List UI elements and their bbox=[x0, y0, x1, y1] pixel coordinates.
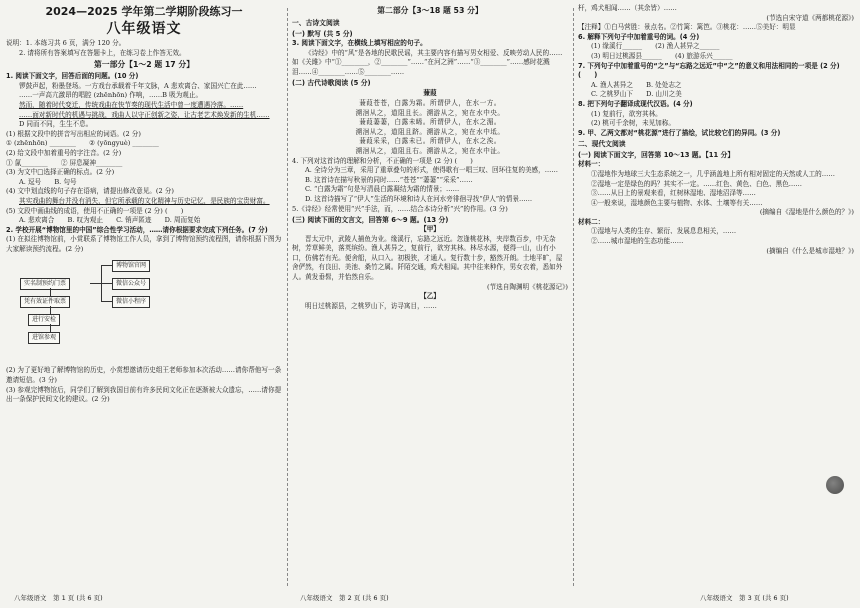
material-paragraph: ③……从日上的景观来看，红树林湿地、湿地沼泽等…… bbox=[591, 189, 756, 198]
classical-passage: 明日过桃源县，之桃罗山下，访寻寓目，…… bbox=[305, 301, 437, 310]
passage-paragraph: D 同而不同，生生不息。 bbox=[19, 120, 93, 129]
question-stem: 3. 阅读下面文字，在横线上填写相应的句子。 bbox=[292, 39, 427, 47]
flow-connector bbox=[101, 265, 112, 266]
flow-connector bbox=[50, 324, 51, 332]
page-footer-3: 八年级语文 第 3 页 (共 6 页) bbox=[700, 594, 789, 602]
part-heading: 第一部分【1～2 题 17 分】 bbox=[93, 60, 194, 70]
sub-question: (5) 文段中画曲线的成语，使用不正确的一项是 (2 分) ( ) bbox=[6, 206, 184, 215]
page-footer-2: 八年级语文 第 2 页 (共 6 页) bbox=[300, 594, 389, 602]
sub-question: (1) 在拟往博物馆前，小赏联系了博物馆工作人员，拿到了博物馆预约流程图，请你根据下图为大家解读预约流程。(2 分) bbox=[6, 235, 282, 253]
sub-question: (1) 缘溪行______ (2) 渔人甚异之______ bbox=[591, 42, 720, 51]
column-divider-1 bbox=[287, 8, 288, 586]
option: D. 这首诗描写了“伊人”生活的环境和诗人在河水旁徘徊寻找“伊人”的情景…… bbox=[305, 194, 533, 203]
question-stem: 2. 学校开展“博物馆里的中国”综合性学习活动，……请你根据要求完成下列任务。(7 分) bbox=[6, 225, 268, 234]
passage-source: (节选自陶渊明《桃花源记》) bbox=[487, 282, 568, 291]
exam-title: 2024—2025 学年第二学期阶段练习一 bbox=[45, 5, 243, 18]
sub-question: (4) 文中划直线的句子存在语病，请提出修改意见。(2 分) bbox=[6, 187, 174, 196]
question-stem: 7. 下列句子中加着重号的“之”与“忘路之远近”中“之”的意义和用法相同的一项是 (2 分) ( ) bbox=[578, 61, 840, 80]
material-paragraph: ②湿地一定是绿色的吗？其实不一定。……红色、黄色、白色、黑色…… bbox=[591, 179, 802, 188]
binder-hole-icon bbox=[826, 476, 844, 494]
flow-connector bbox=[50, 306, 51, 314]
text-label-yi: 【乙】 bbox=[420, 292, 440, 301]
page-2-column bbox=[292, 4, 568, 592]
classical-passage: 晋太元中，武陵人捕鱼为业。缘溪行，忘路之远近。忽逢桃花林，夹岸数百步，中无杂树，芳草鲜美，落英缤纷。渔人甚异之，复前行，欲穷其林。林尽水源，便得一山，山有小口，仿佛若有光。便舍船，从口入。初极狭，才通人。复行数十步，豁然开朗。土地平旷，屋舍俨然，有良田、美池、桑竹之属。阡陌交通，鸡犬相闻。其中往来种作，男女衣着，悉如外人。黄发垂髫，并怡然自乐。 bbox=[292, 234, 563, 282]
option: A. 全诗分为三章，采用了重章叠句的形式，使得歌有一唱三叹、回环往复的美感，…… bbox=[305, 166, 558, 175]
flow-box-security: 进行安检 bbox=[28, 314, 60, 326]
question-stem: 4. 下列对这首诗的理解和分析，不正确的一项是 (2 分) ( ) bbox=[292, 156, 473, 165]
flow-box-visit: 进馆参观 bbox=[28, 332, 60, 344]
subsection-heading: (三) 阅读下面的文言文，回答第 6～9 题。(13 分) bbox=[292, 216, 449, 225]
instruction-line: 说明：1. 本练习共 6 页，满分 120 分。 bbox=[6, 39, 126, 47]
subsection-heading: (一) 默写 (共 5 分) bbox=[292, 30, 353, 38]
poem-line: 蒹葭萋萋，白露未晞。所谓伊人，在水之湄。 bbox=[359, 118, 501, 127]
sub-question: (2) 桃可千余树，未见加称。 bbox=[591, 119, 675, 128]
option: A. 渔人甚异之 B. 处处志之 bbox=[591, 80, 682, 89]
passage-paragraph: 《诗经》中的“风”是各地的民歌民谣，其主要内容有描写男女相爱、反映劳动人民的……如《关雎》中“①________，②________”……“在河之洲”……“③________”……感时花溅泪……④________……⑤________…… bbox=[292, 48, 563, 76]
poem-line: 蒹葭苍苍，白露为霜。所谓伊人，在水一方。 bbox=[359, 98, 501, 107]
poem-line: 溯洄从之，道阻且长。溯游从之，宛在水中央。 bbox=[355, 108, 505, 117]
poem-title: 蒹葭 bbox=[423, 89, 437, 98]
sub-question: A. 逗号 B. 句号 bbox=[19, 177, 77, 186]
column-divider-2 bbox=[573, 8, 574, 586]
sub-question: A. 悲欢离合 B. 叹为观止 C. 销声匿迹 D. 周而复始 bbox=[19, 216, 201, 225]
sub-question: (3) 为文中□选择正确的标点。(2 分) bbox=[6, 168, 115, 177]
poem-line: 溯洄从之，道阻且右。溯游从之，宛在水中沚。 bbox=[355, 146, 505, 155]
material-paragraph: ②……城市湿地的生态功能…… bbox=[591, 237, 684, 246]
notes: 【注释】①白马营胜：景点名。②竹篱：篱笆。③桃花：……⑤美好：明显 bbox=[578, 23, 796, 32]
sub-question: 其实戏曲的舞台并没有消失，但它所承载的文化精神与历史记忆，是民族的宝贵财富。 bbox=[19, 196, 270, 205]
passage-paragraph: ……面对新时代的机遇与挑战，戏曲人以守正创新之姿，让古老艺术焕发新的生机…… bbox=[19, 110, 270, 119]
passage-source: (节选自宋守道《两都桃花源》) bbox=[766, 13, 854, 22]
sub-question: (1) 复前行，欲穷其林。 bbox=[591, 109, 662, 118]
option: C. “白露为霜”句是写清晨白露凝结为霜的情景；…… bbox=[305, 185, 460, 194]
passage-paragraph: ……一声高亢激昂的唱腔 (zhēnhōn) 作响，……B 吸为观止。 bbox=[19, 91, 203, 100]
poem-line: 蒹葭采采，白露未已。所谓伊人，在水之涘。 bbox=[359, 137, 501, 146]
material-label: 材料一： bbox=[578, 160, 605, 169]
section-heading: 一、古诗文阅读 bbox=[292, 19, 340, 27]
text-label-jia: 【甲】 bbox=[420, 225, 440, 234]
page-3-column bbox=[578, 4, 854, 592]
exam-subject: 八年级语文 bbox=[106, 21, 182, 37]
flow-box-wechat-account: 微信公众号 bbox=[112, 278, 150, 290]
sub-question: ① 氤________ ② 屏息凝神________ bbox=[6, 158, 123, 167]
poem-line: 溯洄从之，道阻且跻。溯游从之，宛在水中坻。 bbox=[355, 127, 505, 136]
subsection-heading: (一) 阅读下面文字，回答第 10～13 题。【11 分】 bbox=[578, 151, 735, 160]
passage-source: (摘编自《什么是城市湿地？》) bbox=[766, 246, 854, 255]
sub-question: (2) 为了更好地了解博物馆的历史，小赏想邀请历史组王老师参加本次活动……请你帮他写一条邀请短信。(3 分) bbox=[6, 366, 282, 385]
section-heading: 二、现代文阅读 bbox=[578, 140, 626, 149]
flow-box-official-site: 博物馆官网 bbox=[112, 260, 150, 272]
question-stem: 9. 甲、乙两文都对“桃花源”进行了描绘，试比较它们的异同。(3 分) bbox=[578, 128, 781, 137]
passage-source: (摘编自《湿地是什么颜色的？》) bbox=[759, 208, 854, 217]
subsection-heading: (二) 古代诗歌阅读 (5 分) bbox=[292, 79, 371, 88]
sub-question: (3) 参观完博物馆后，同学们了解到我国目前有许多民间文化正在逐渐被大众遗忘，……请你提出一条保护民间文化的建议。(2 分) bbox=[6, 385, 282, 404]
passage-continued: 杆，鸡犬相闻……（其余皆）…… bbox=[578, 4, 677, 12]
booking-flowchart bbox=[6, 256, 282, 364]
passage-paragraph: 然而，随着时代变迁，传统戏曲在快节奏的现代生活中曾一度遭遇冷落。…… bbox=[19, 100, 244, 109]
flow-box-mini-program: 微信小程序 bbox=[112, 296, 150, 308]
passage-paragraph: 锣鼓声起，粉墨登场。一方戏台承载着千年文脉，A 悲欢离合、家国兴亡在此…… bbox=[19, 81, 257, 90]
part-heading: 第二部分【3～18 题 53 分】 bbox=[377, 6, 483, 15]
page-1-column bbox=[6, 4, 282, 592]
material-paragraph: ①湿地与人类的生存、繁衍、发展息息相关，…… bbox=[591, 227, 737, 236]
sub-question: (3) 明日过桃源县______ (4) 旅游乐兴______ bbox=[591, 51, 733, 60]
material-paragraph: ①湿地作为地球三大生态系统之一，几乎涵盖地上所有相对固定的天然或人工的…… bbox=[591, 169, 835, 178]
question-stem: 8. 把下列句子翻译成现代汉语。(4 分) bbox=[578, 99, 693, 108]
flow-connector bbox=[101, 301, 112, 302]
material-label: 材料二： bbox=[578, 217, 605, 226]
question-stem: 5.《诗经》经常使用“兴”手法，而，……结合本诗分析“兴”的作用。(3 分) bbox=[292, 204, 508, 213]
flow-connector bbox=[50, 288, 51, 296]
sub-question: (1) 根据文段中的拼音写出相应的词语。(2 分) bbox=[6, 129, 141, 138]
question-stem: 6. 解释下列句子中加着重号的词。(4 分) bbox=[578, 32, 700, 41]
sub-question: (2) 给文段中加着重号的字注音。(2 分) bbox=[6, 148, 122, 157]
option: B. 这首诗在描写秋景的同时……“苍苍”“萋萋”“采采”…… bbox=[305, 175, 473, 184]
question-stem: 1. 阅读下面文字，回答后面的问题。(10 分) bbox=[6, 72, 139, 81]
sub-question: ① (zhēnhōn) ________ ② (yōngyuè) ________ bbox=[6, 139, 159, 148]
page-footer-1: 八年级语文 第 1 页 (共 6 页) bbox=[14, 594, 103, 602]
flow-box-ticket: 凭有效证件取票 bbox=[20, 296, 70, 308]
option: C. 之桃罗山下 D. 山川之美 bbox=[591, 90, 682, 99]
flow-connector bbox=[101, 265, 102, 302]
material-paragraph: ④一般来说，湿地颜色主要与植物、水体、土壤等有关…… bbox=[591, 198, 763, 207]
flow-box-reserve: 实名制预约门票 bbox=[20, 278, 70, 290]
instruction-line: 2. 请将所有答案填写在答题卡上，在练习卷上作答无效。 bbox=[19, 48, 186, 57]
